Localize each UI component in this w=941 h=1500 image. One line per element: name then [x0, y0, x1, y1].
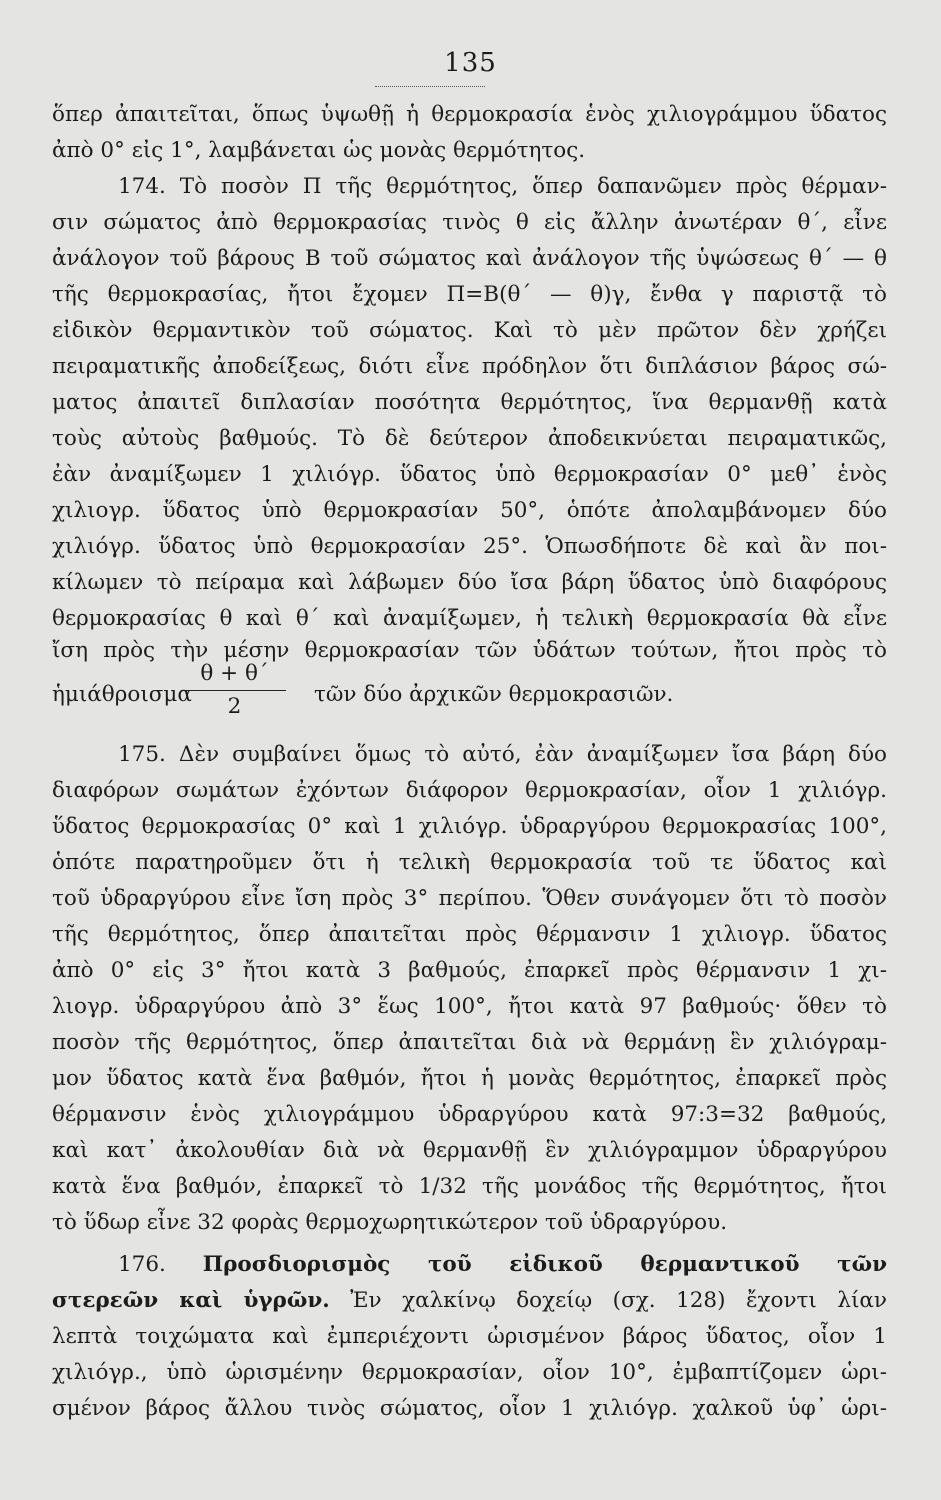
text-line: διαφόρων σωμάτων ἐχόντων διάφορον θερμοκρασίαν, οἷον 1 χιλιόγρ.	[52, 778, 887, 803]
text-line: λιογρ. ὑδραργύρου ἀπὸ 3° ἕως 100°, ἤτοι κατὰ 97 βαθμούς· ὅθεν τὸ	[52, 994, 887, 1019]
text-line: τῆς θερμότητος, ὅπερ ἀπαιτεῖται πρὸς θέρμανσιν 1 χιλιογρ. ὕδατος	[52, 922, 887, 947]
text-line: θερμοκρασίας θ καὶ θ΄ καὶ ἀναμίξωμεν, ἡ τελικὴ θερμοκρασία θὰ εἶνε	[52, 606, 887, 631]
section-number: 176.	[118, 1252, 166, 1277]
formula-line	[52, 660, 887, 730]
text-line: 175. Δὲν συμβαίνει ὅμως τὸ αὐτό, ἐὰν ἀναμίξωμεν ἴσα βάρη δύο	[118, 742, 887, 767]
text-line: ὅπερ ἀπαιτεῖται, ὅπως ὑψωθῇ ἡ θερμοκρασία ἑνὸς χιλιογράμμου ὕδατος	[52, 102, 887, 127]
text-line: χιλιογρ. ὕδατος ὑπὸ θερμοκρασίαν 50°, ὁπότε ἀπολαμβάνομεν δύο	[52, 498, 887, 523]
text-line: σμένον βάρος ἄλλου τινὸς σώματος, οἷον 1 χιλιόγρ. χαλκοῦ ὑφ᾿ ὡρι-	[52, 1396, 887, 1421]
fraction-numerator: θ + θ΄	[200, 661, 269, 686]
text-line: καὶ κατ᾿ ἀκολουθίαν διὰ νὰ θερμανθῇ ἓν χιλιόγραμμον ὑδραργύρου	[52, 1138, 887, 1163]
page-number: 135	[444, 48, 497, 78]
section-176-heading-line	[118, 1250, 887, 1280]
text-line: πειραματικῆς ἀποδείξεως, διότι εἶνε πρόδηλον ὅτι διπλάσιον βάρος σώ-	[52, 354, 887, 379]
formula-suffix: τῶν δύο ἀρχικῶν θερμοκρασιῶν.	[314, 682, 674, 707]
text-line: ὁπότε παρατηροῦμεν ὅτι ἡ τελικὴ θερμοκρασία τοῦ τε ὕδατος καὶ	[52, 850, 887, 875]
text-line: εἰδικὸν θερμαντικὸν τοῦ σώματος. Καὶ τὸ μὲν πρῶτον δὲν χρήζει	[52, 318, 887, 343]
text-line: τὸ ὕδωρ εἶνε 32 φορὰς θερμοχωρητικώτερον τοῦ ὑδραργύρου.	[52, 1210, 728, 1235]
section-176-heading-line-2	[52, 1286, 887, 1316]
fraction-denominator: 2	[227, 694, 242, 719]
text-line: κατὰ ἕνα βαθμόν, ἐπαρκεῖ τὸ 1/32 τῆς μονάδος τῆς θερμότητος, ἤτοι	[52, 1174, 887, 1199]
text-line: τοὺς αὐτοὺς βαθμούς. Τὸ δὲ δεύτερον ἀποδεικνύεται πειραματικῶς,	[52, 426, 887, 451]
text-line: κίλωμεν τὸ πείραμα καὶ λάβωμεν δύο ἴσα βάρη ὕδατος ὑπὸ διαφόρους	[52, 570, 887, 595]
text-line: ἐὰν ἀναμίξωμεν 1 χιλιόγρ. ὕδατος ὑπὸ θερμοκρασίαν 0° μεθ᾿ ἑνὸς	[52, 462, 887, 487]
text-line: ποσὸν τῆς θερμότητος, ὅπερ ἀπαιτεῖται διὰ νὰ θερμάνῃ ἓν χιλιόγραμ-	[52, 1030, 887, 1055]
section-heading: Προσδιορισμὸς τοῦ εἰδικοῦ θερμαντικοῦ τῶν	[202, 1252, 887, 1277]
text-line: θέρμανσιν ἑνὸς χιλιογράμμου ὑδραργύρου κατὰ 97:3=32 βαθμούς,	[52, 1102, 887, 1127]
text-line: χιλιόγρ., ὑπὸ ὡρισμένην θερμοκρασίαν, οἷον 10°, ἐμβαπτίζομεν ὡρι-	[52, 1360, 887, 1385]
text-line: λεπτὰ τοιχώματα καὶ ἐμπεριέχοντι ὡρισμένον βάρος ὕδατος, οἷον 1	[52, 1324, 887, 1349]
text-line: μον ὕδατος κατὰ ἕνα βαθμόν, ἤτοι ἡ μονὰς θερμότητος, ἐπαρκεῖ πρὸς	[52, 1066, 887, 1091]
text-line: 174. Τὸ ποσὸν Π τῆς θερμότητος, ὅπερ δαπανῶμεν πρὸς θέρμαν-	[118, 174, 887, 199]
section-heading-continued: στερεῶν καὶ ὑγρῶν.	[52, 1288, 330, 1313]
text-line: ἀπὸ 0° εἰς 1°, λαμβάνεται ὡς μονὰς θερμότητος.	[52, 138, 586, 163]
text-line: σιν σώματος ἀπὸ θερμοκρασίας τινὸς θ εἰς ἄλλην ἀνωτέραν θ΄, εἶνε	[52, 210, 887, 235]
text-line: ἀπὸ 0° εἰς 3° ἤτοι κατὰ 3 βαθμούς, ἐπαρκεῖ πρὸς θέρμανσιν 1 χι-	[52, 958, 887, 983]
text-line: ματος ἀπαιτεῖ διπλασίαν ποσότητα θερμότητος, ἵνα θερμανθῇ κατὰ	[52, 390, 887, 415]
fraction-bar	[183, 690, 286, 691]
text-line: ἀνάλογον τοῦ βάρους Β τοῦ σώματος καὶ ἀνάλογον τῆς ὑψώσεως θ΄ — θ	[52, 246, 887, 271]
text-line: ἴση πρὸς τὴν μέσην θερμοκρασίαν τῶν ὑδάτων τούτων, ἤτοι πρὸς τὸ	[52, 638, 887, 663]
text-fragment: Ἐν χαλκίνῳ δοχείῳ (σχ. 128) ἔχοντι λίαν	[350, 1288, 887, 1313]
text-line: τοῦ ὑδραργύρου εἶνε ἴση πρὸς 3° περίπου. Ὅθεν συνάγομεν ὅτι τὸ ποσὸν	[52, 886, 887, 911]
text-line: τῆς θερμοκρασίας, ἤτοι ἔχομεν Π=Β(θ΄ — θ)γ, ἔνθα γ παριστᾷ τὸ	[52, 282, 887, 307]
header-rule	[375, 86, 485, 87]
text-line: ὕδατος θερμοκρασίας 0° καὶ 1 χιλιόγρ. ὑδραργύρου θερμοκρασίας 100°,	[52, 814, 887, 839]
fraction	[177, 660, 292, 721]
formula-prefix: ἡμιάθροισμα	[52, 682, 192, 707]
text-line: χιλιόγρ. ὕδατος ὑπὸ θερμοκρασίαν 25°. Ὁπωσδήποτε δὲ καὶ ἂν ποι-	[52, 534, 887, 559]
